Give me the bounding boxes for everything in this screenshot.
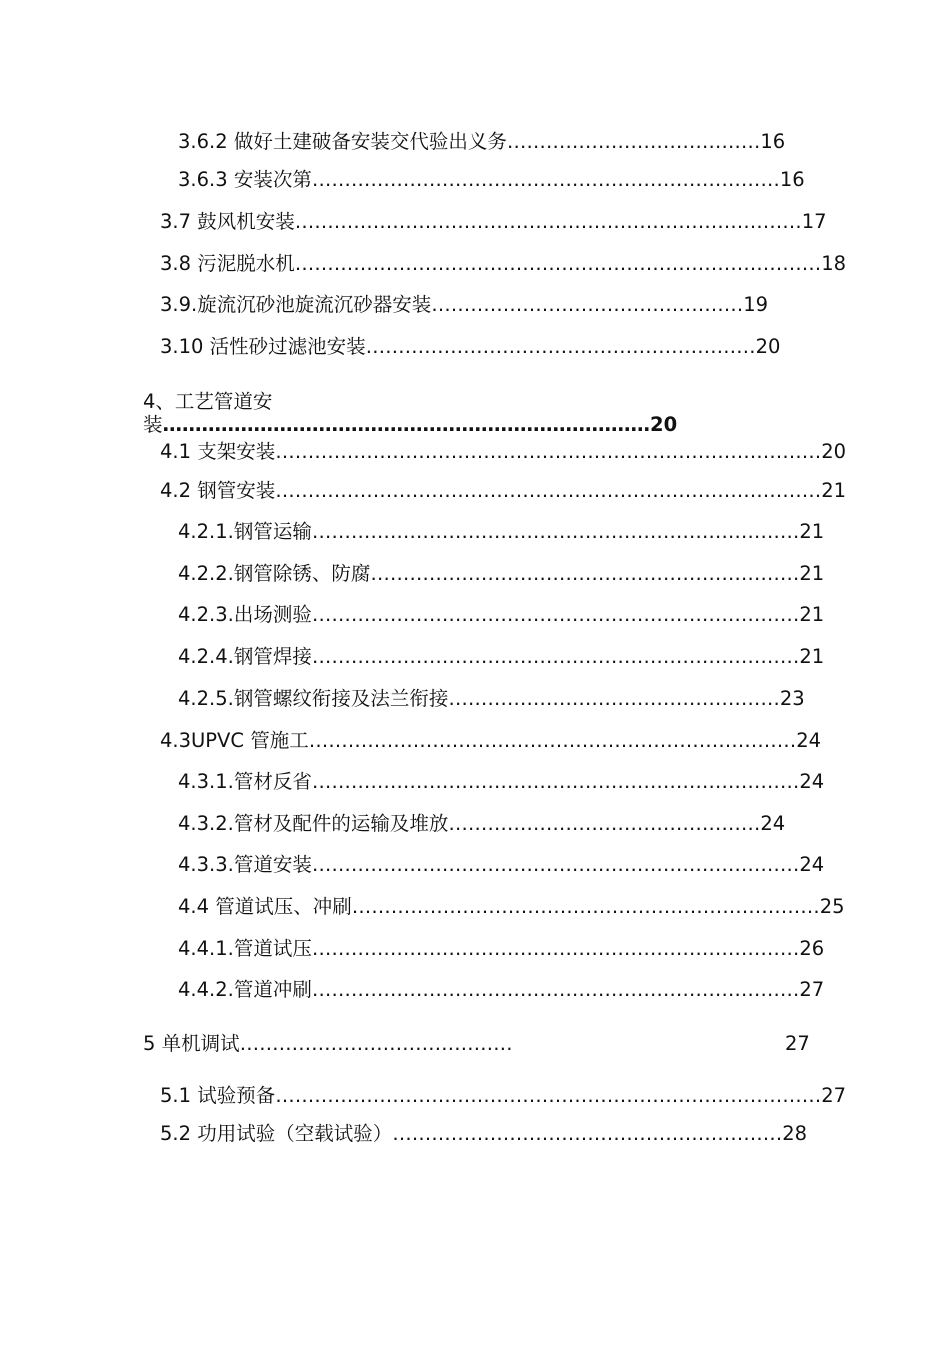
toc-entry-4-2-2: 4.2.2.钢管除锈、防腐…………………………………………………………21 — [178, 562, 825, 585]
toc-entry-4-1: 4.1 支架安装…………………………………………………………………………20 — [160, 440, 847, 463]
toc-entry-5-2: 5.2 功用试验（空载试验）……………………………………………………28 — [160, 1122, 808, 1145]
toc-entry-4-2-5: 4.2.5.钢管螺纹衔接及法兰衔接……………………………………………23 — [178, 687, 805, 710]
toc-entry-4-4-1: 4.4.1.管道试压…………………………………………………………………26 — [178, 937, 825, 960]
toc-entry-4-3-3: 4.3.3.管道安装…………………………………………………………………24 — [178, 853, 825, 876]
toc-entry-4-2: 4.2 钢管安装…………………………………………………………………………21 — [160, 479, 847, 502]
toc-entry-4-3-1: 4.3.1.管材反省…………………………………………………………………24 — [178, 770, 825, 793]
toc-entry-3-6-3: 3.6.3 安装次第………………………………………………………………16 — [178, 168, 805, 191]
toc-entry-4-4-2: 4.4.2.管道冲刷…………………………………………………………………27 — [178, 978, 825, 1001]
toc-entry-4-4: 4.4 管道试压、冲刷………………………………………………………………25 — [178, 895, 845, 918]
toc-entry-3-6-2: 3.6.2 做好土建破备安装交代验出义务…………………………………16 — [178, 130, 786, 153]
toc-entry-4-3: 4.3UPVC 管施工…………………………………………………………………24 — [160, 729, 822, 752]
toc-entry-3-9: 3.9.旋流沉砂池旋流沉砂器安装…………………………………………19 — [160, 293, 769, 316]
toc-section-4-line2 — [143, 413, 677, 437]
toc-entry-4-2-1: 4.2.1.钢管运输…………………………………………………………………21 — [178, 520, 825, 543]
toc-entry-3-10: 3.10 活性砂过滤池安装……………………………………………………20 — [160, 335, 781, 358]
toc-entry-3-8: 3.8 污泥脱水机………………………………………………………………………18 — [160, 252, 847, 275]
toc-entry-5-1: 5.1 试验预备…………………………………………………………………………27 — [160, 1084, 847, 1107]
toc-entry-4-2-3: 4.2.3.出场测验…………………………………………………………………21 — [178, 603, 825, 626]
toc-entry-4-2-4: 4.2.4.钢管焊接…………………………………………………………………21 — [178, 645, 825, 668]
toc-section-4-suffix: 装 — [143, 413, 163, 436]
toc-section-5-page: 27 — [785, 1032, 810, 1055]
toc-section-5-title: 5 单机调试…………………………………… — [143, 1032, 513, 1055]
toc-section-4-leader-page: …………………………………………………………………20 — [162, 413, 678, 436]
toc-entry-3-7: 3.7 鼓风机安装……………………………………………………………………17 — [160, 210, 827, 233]
toc-entry-4-3-2: 4.3.2.管材及配件的运输及堆放…………………………………………24 — [178, 812, 786, 835]
toc-section-4-title: 4、工艺管道安 — [143, 390, 273, 413]
